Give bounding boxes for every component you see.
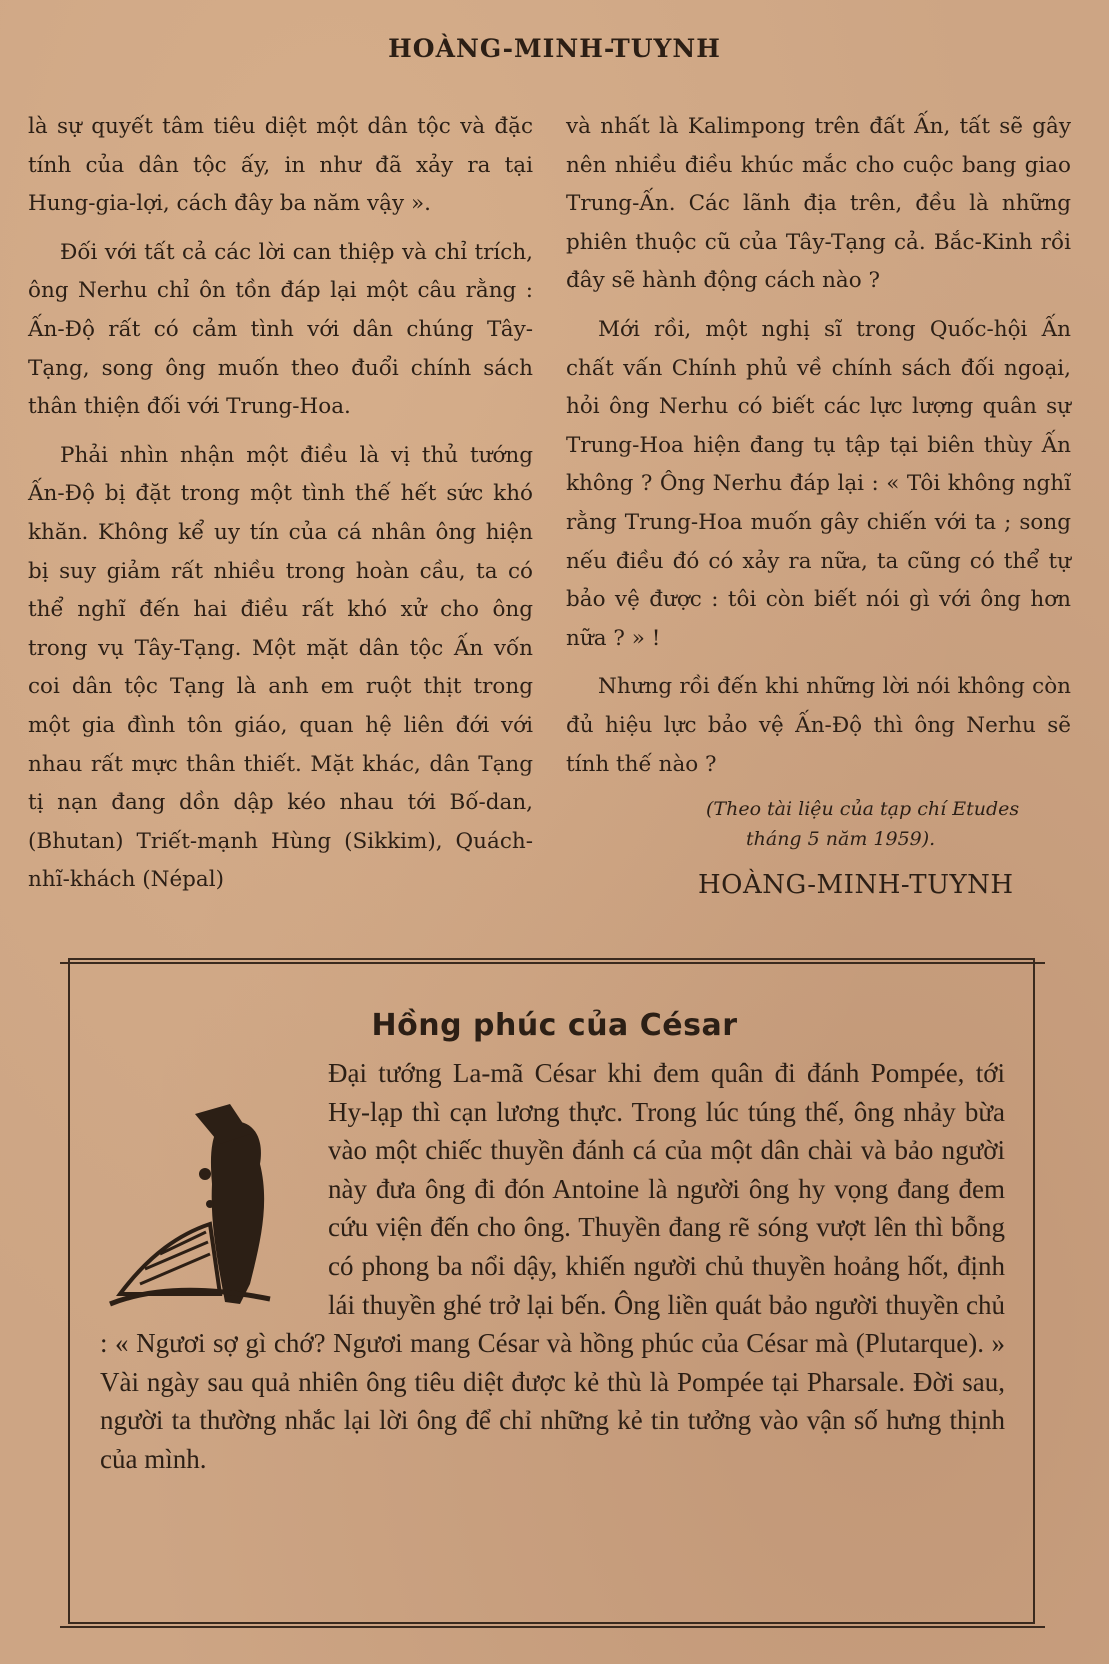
source-line-1: (Theo tài liệu của tạp chí Etudes: [706, 798, 1020, 821]
right-paragraph-1: và nhất là Kalimpong trên đất Ấn, tất sẽ gây nên nhiều điều khúc mắc cho cuộc bang giao Trung-Ấn. Các lãnh địa trên, đều là những phiên thuộc cũ của Tây-Tạng cả. Bắc-Kinh rồi đây sẽ hành động cách nào ?: [566, 114, 1071, 294]
left-paragraph-2: Đối với tất cả các lời can thiệp và chỉ trích, ông Nerhu chỉ ôn tồn đáp lại một câu rằng : Ấn-Độ rất có cảm tình với dân chúng Tây-Tạng, song ông muốn theo đuổi chính sách thân thiện đối với Trung-Hoa.: [28, 239, 533, 420]
left-paragraph-3: Phải nhìn nhận một điều là vị thủ tướng Ấn-Độ bị đặt trong một tình thế hết sức khó khăn. Không kể uy tín của cá nhân ông hiện bị suy giảm rất nhiều trong hoàn cầu, ta có thể nghĩ đến hai điều rất khó xử cho ông trong vụ Tây-Tạng. Một mặt dân tộc Ấn vốn coi dân tộc Tạng là anh em ruột thịt trong một gia đình tôn giáo, quan hệ liên đới với nhau rất mực thân thiết. Mặt khác, dân Tạng tị nạn đang dồn dập kéo nhau tới Bố-dan, (Bhutan) Triết-mạnh Hùng (Sikkim), Quách-nhĩ-khách (Népal): [28, 442, 533, 893]
boxed-article-body: [100, 1054, 1005, 1479]
right-paragraph-3: Nhưng rồi đến khi những lời nói không còn đủ hiệu lực bảo vệ Ấn-Độ thì ông Nerhu sẽ tính thế nào ?: [566, 674, 1071, 777]
source-citation: [566, 794, 1071, 854]
author-signature: HOÀNG-MINH-TUYNH: [698, 870, 1014, 901]
left-paragraph-1: là sự quyết tâm tiêu diệt một dân tộc và đặc tính của dân tộc ấy, in như đã xảy ra tại Hung-gia-lợi, cách đây ba năm vậy ».: [28, 114, 533, 217]
boxed-article-title: Hồng phúc của César: [371, 1008, 738, 1043]
boxed-article-text: Đại tướng La-mã César khi đem quân đi đánh Pompée, tới Hy-lạp thì cạn lương thực. Trong lúc túng thế, ông nhảy bừa vào một chiếc thuyền đánh cá của một dân chài và bảo người này đưa ông đi đón Antoine là người ông hy vọng đang đem cứu viện đến cho ông. Thuyền đang rẽ sóng vượt lên thì bỗng có phong ba nổi dậy, khiến người chủ thuyền hoảng hốt, định lái thuyền ghé trở lại bến. Ông liền quát bảo người thuyền chủ : « Ngươi sợ gì chớ? Ngươi mang César và hồng phúc của César mà (Plutarque). » Vài ngày sau quả nhiên ông tiêu diệt được kẻ thù là Pompée tại Pharsale. Đời sau, người ta thường nhắc lại lời ông để chỉ những kẻ tin tưởng vào vận số hưng thịnh của mình.: [100, 1058, 1005, 1474]
right-paragraph-2: Mới rồi, một nghị sĩ trong Quốc-hội Ấn chất vấn Chính phủ về chính sách đối ngoại, hỏi ông Nerhu có biết các lực lượng quân sự Trung-Hoa hiện đang tụ tập tại biên thùy Ấn không ? Ông Nerhu đáp lại : « Tôi không nghĩ rằng Trung-Hoa muốn gây chiến với ta ; song nếu điều đó có xảy ra nữa, ta cũng có thể tự bảo vệ được : tôi còn biết nói gì với ông hơn nữa ? » !: [566, 316, 1071, 651]
page-header: HOÀNG-MINH-TUYNH: [388, 34, 721, 63]
source-line-2: tháng 5 năm 1959).: [746, 828, 936, 851]
box-bottom-rule: [60, 1626, 1045, 1628]
left-column: [28, 108, 533, 910]
right-column: [566, 108, 1071, 905]
boat-illustration-icon: [100, 1054, 318, 1324]
